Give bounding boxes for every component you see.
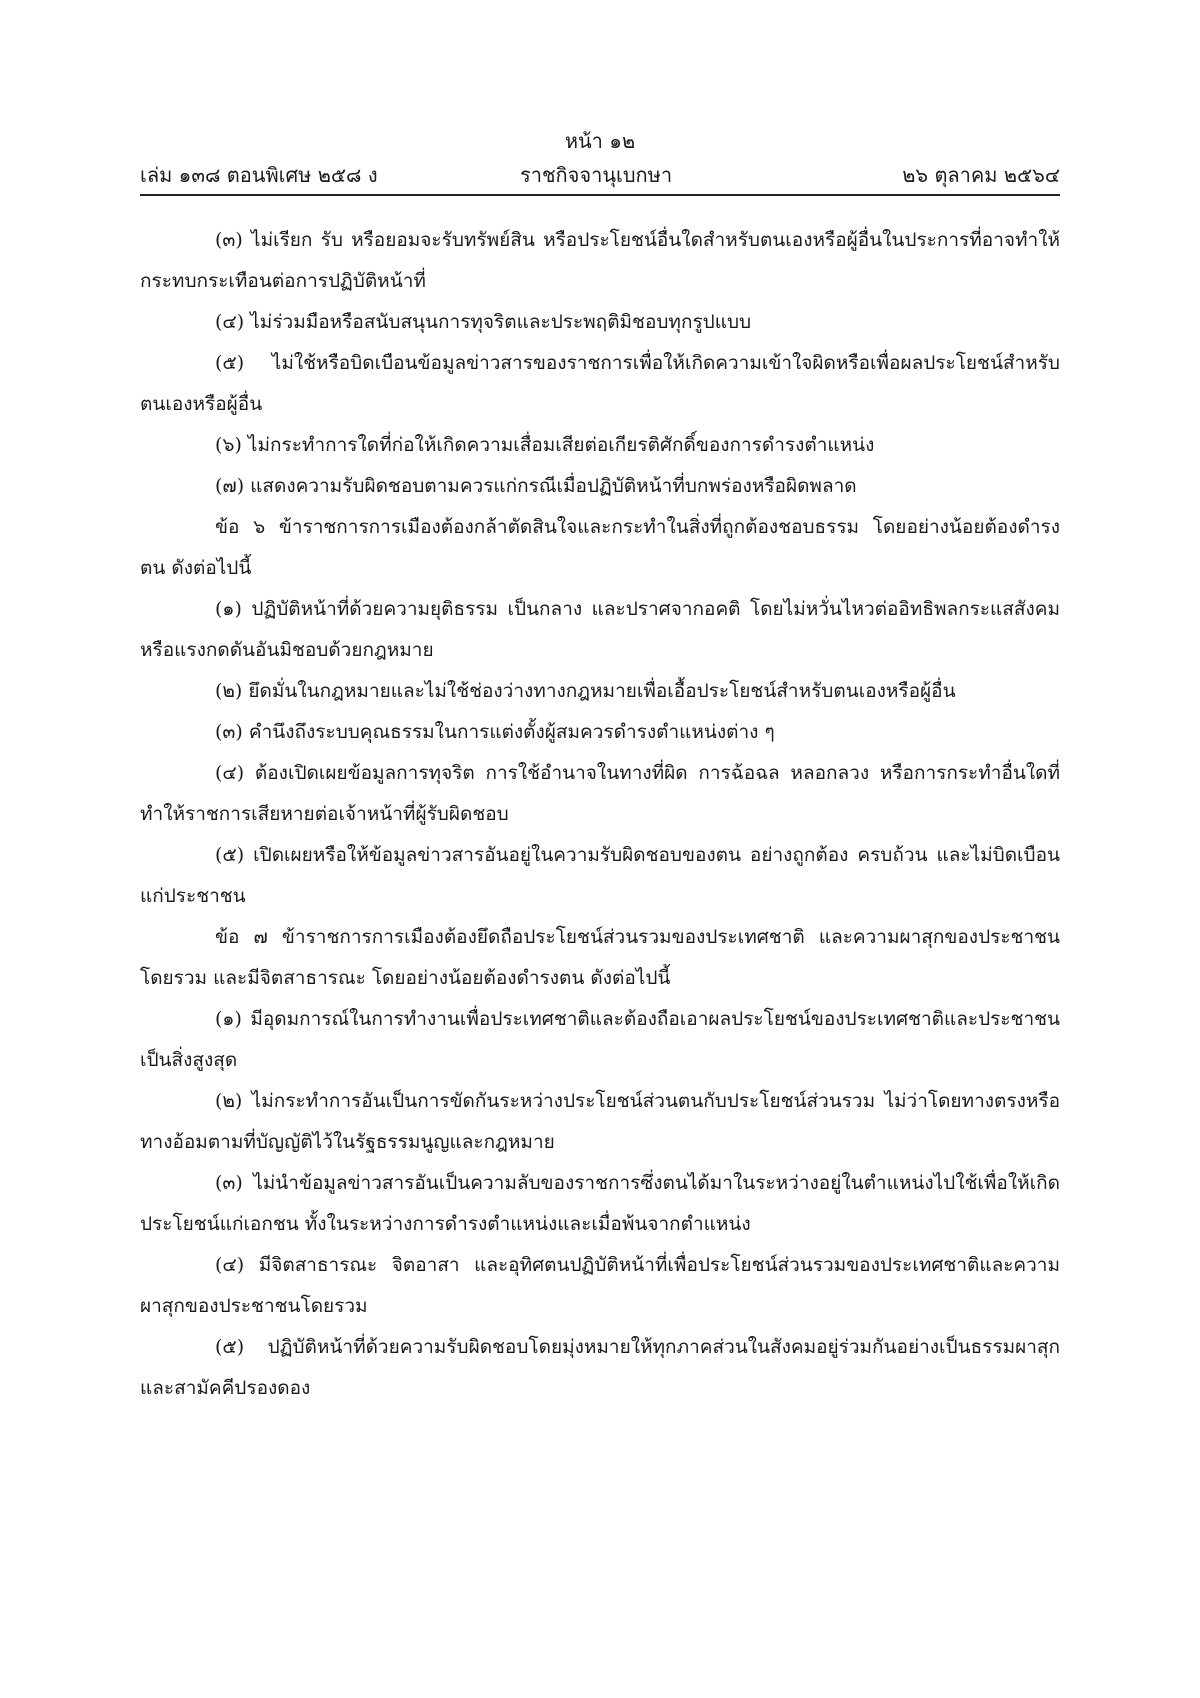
paragraph: (๔) มีจิตสาธารณะ จิตอาสา และอุทิศตนปฏิบัติหน้าที่เพื่อประโยชน์ส่วนรวมของประเทศชาติและความผาสุกของประชาชนโดยรวม <box>140 1254 1060 1317</box>
volume-info: เล่ม ๑๓๘ ตอนพิเศษ ๒๕๘ ง <box>140 163 378 187</box>
publication-date: ๒๖ ตุลาคม ๒๕๖๔ <box>902 163 1060 187</box>
paragraph: (๒) ยึดมั่นในกฎหมายและไม่ใช้ช่องว่างทางกฎหมายเพื่อเอื้อประโยชน์สำหรับตนเองหรือผู้อื่น <box>215 680 956 702</box>
paragraph: (๑) ปฏิบัติหน้าที่ด้วยความยุติธรรม เป็นกลาง และปราศจากอคติ โดยไม่หวั่นไหวต่ออิทธิพลกระแสสังคม หรือแรงกดดันอันมิชอบด้วยกฎหมาย <box>140 598 1060 661</box>
paragraph: (๗) แสดงความรับผิดชอบตามควรแก่กรณีเมื่อปฏิบัติหน้าที่บกพร่องหรือผิดพลาด <box>215 475 857 497</box>
paragraph: (๓) ไม่นำข้อมูลข่าวสารอันเป็นความลับของราชการซึ่งตนได้มาในระหว่างอยู่ในตำแหน่งไปใช้เพื่อให้เกิดประโยชน์แก่เอกชน ทั้งในระหว่างการดำรงตำแหน่งและเมื่อพ้นจากตำแหน่ง <box>140 1172 1060 1235</box>
paragraph: (๔) ต้องเปิดเผยข้อมูลการทุจริต การใช้อำนาจในทางที่ผิด การฉ้อฉล หลอกลวง หรือการกระทำอื่นใดที่ทำให้ราชการเสียหายต่อเจ้าหน้าที่ผู้รับผิดชอบ <box>140 762 1060 825</box>
paragraph: (๑) มีอุดมการณ์ในการทำงานเพื่อประเทศชาติและต้องถือเอาผลประโยชน์ของประเทศชาติและประชาชนเป็นสิ่งสูงสุด <box>140 1008 1060 1071</box>
publication-name: ราชกิจจานุเบกษา <box>520 163 673 187</box>
paragraph: (๕) ไม่ใช้หรือบิดเบือนข้อมูลข่าวสารของราชการเพื่อให้เกิดความเข้าใจผิดหรือเพื่อผลประโยชน์สำหรับตนเองหรือผู้อื่น <box>140 352 1060 415</box>
paragraph: (๖) ไม่กระทำการใดที่ก่อให้เกิดความเสื่อมเสียต่อเกียรติศักดิ์ของการดำรงตำแหน่ง <box>215 434 875 456</box>
paragraph: (๒) ไม่กระทำการอันเป็นการขัดกันระหว่างประโยชน์ส่วนตนกับประโยชน์ส่วนรวม ไม่ว่าโดยทางตรงหรือทางอ้อมตามที่บัญญัติไว้ในรัฐธรรมนูญและกฎหมาย <box>140 1090 1060 1153</box>
header-rule <box>140 194 1060 196</box>
document-body <box>140 220 1060 1409</box>
gazette-header <box>140 160 1060 190</box>
paragraph: (๓) คำนึงถึงระบบคุณธรรมในการแต่งตั้งผู้สมควรดำรงตำแหน่งต่าง ๆ <box>215 721 775 743</box>
clause-heading-paragraph: ข้อ ๗ ข้าราชการการเมืองต้องยึดถือประโยชน์ส่วนรวมของประเทศชาติ และความผาสุกของประชาชนโดยรวม และมีจิตสาธารณะ โดยอย่างน้อยต้องดำรงตน ดังต่อไปนี้ <box>140 926 1060 989</box>
paragraph: (๕) ปฏิบัติหน้าที่ด้วยความรับผิดชอบโดยมุ่งหมายให้ทุกภาคส่วนในสังคมอยู่ร่วมกันอย่างเป็นธรรมผาสุก และสามัคคีปรองดอง <box>140 1336 1060 1399</box>
paragraph: (๓) ไม่เรียก รับ หรือยอมจะรับทรัพย์สิน หรือประโยชน์อื่นใดสำหรับตนเองหรือผู้อื่นในประการที่อาจทำให้กระทบกระเทือนต่อการปฏิบัติหน้าที่ <box>140 229 1060 292</box>
paragraph: (๔) ไม่ร่วมมือหรือสนับสนุนการทุจริตและประพฤติมิชอบทุกรูปแบบ <box>215 311 752 333</box>
page-number: หน้า ๑๒ <box>564 129 636 153</box>
clause-heading-paragraph: ข้อ ๖ ข้าราชการการเมืองต้องกล้าตัดสินใจและกระทำในสิ่งที่ถูกต้องชอบธรรม โดยอย่างน้อยต้องดำรงตน ดังต่อไปนี้ <box>140 516 1060 579</box>
paragraph: (๕) เปิดเผยหรือให้ข้อมูลข่าวสารอันอยู่ในความรับผิดชอบของตน อย่างถูกต้อง ครบถ้วน และไม่บิดเบือน แก่ประชาชน <box>140 844 1060 907</box>
